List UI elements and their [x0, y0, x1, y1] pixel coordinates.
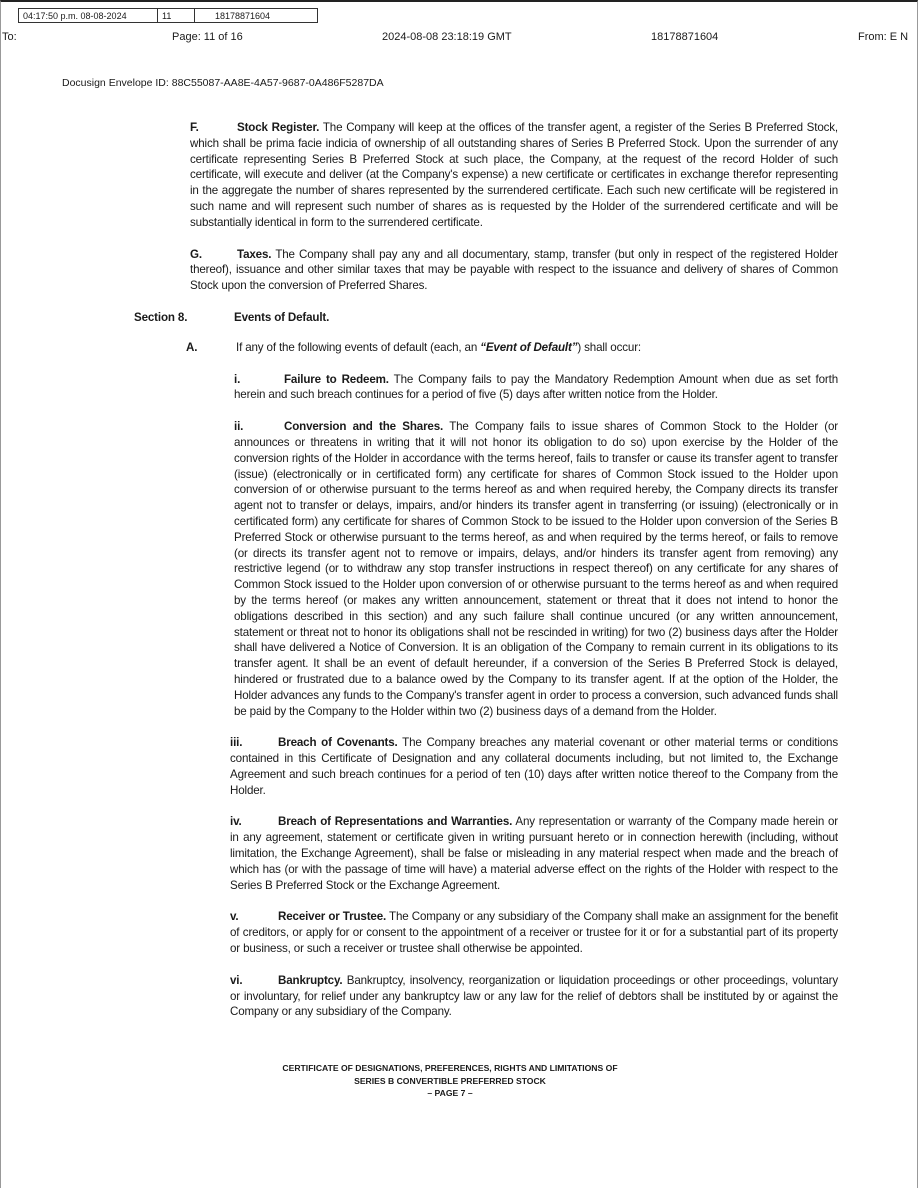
footer-page-number: – PAGE 7 –: [427, 1088, 473, 1098]
item-iv-number: iv.: [230, 815, 242, 829]
fax-stamp-timestamp: 04:17:50 p.m. 08-08-2024: [19, 9, 158, 22]
section-g-text: The Company shall pay any and all documentary, stamp, transfer (but only in respect of the registered Holder thereof), issuance and other similar taxes that may be payable with respect to the issuance and delivery of shares of Common Stock upon the conversion of Preferred Shares.: [190, 247, 838, 293]
fax-stamp: [18, 8, 318, 23]
item-v-number: v.: [230, 910, 239, 924]
fax-stamp-number: 18178871604: [215, 11, 271, 21]
event-of-default-term: “Event of Default”: [480, 340, 578, 354]
item-iii-paragraph: [86, 735, 838, 798]
footer-line-2: SERIES B CONVERTIBLE PREFERRED STOCK: [354, 1075, 546, 1086]
section-g-paragraph: [86, 247, 838, 294]
item-vi-paragraph: [86, 973, 838, 1020]
item-ii-number: ii.: [234, 420, 244, 434]
footer-line-1: CERTIFICATE OF DESIGNATIONS, PREFERENCES, RIGHTS AND LIMITATIONS OF: [282, 1063, 618, 1073]
page-footer: [200, 1062, 700, 1100]
subsection-a-number: A.: [186, 340, 198, 354]
section-f-text: The Company will keep at the offices of the transfer agent, a register of the Series B Preferred Stock, which shall be prima facie indicia of ownership of all outstanding shares of Series B Preferred Stock. Upon the surrender of any certificate representing Series B Preferred Stock at such place, the Company, at the request of the record Holder of such certificate, will execute and deliver (at the Company's expense) a new certificate or certificates in exchange therefor representing in the aggregate the number of shares represented by the surrendered certificate. Each such new certificate will be registered in such name and will represent such number of shares as is requested by the Holder of the surrendered certificate and will be substantially identical in form to the surrendered certificate.: [190, 121, 838, 229]
section-8-title: Events of Default.: [234, 310, 330, 324]
fax-header-time: 2024-08-08 23:18:19 GMT: [382, 31, 512, 43]
item-iii-number: iii.: [230, 736, 243, 750]
document-body: [86, 120, 838, 1036]
fax-stamp-page: 11: [158, 9, 195, 22]
item-iv-text: Any representation or warranty of the Company made herein or in any agreement, statement or certificate given in writing pursuant hereto or in connection herewith (including, without limitation, the Exchange Agreement), shall be false or misleading in any material respect when made and the breach of which has (or with the passage of time will have) a material adverse effect on the rights of the Holder with respect to the Series B Preferred Stock or the Exchange Agreement.: [230, 815, 838, 892]
item-vi-text: Bankruptcy, insolvency, reorganization or liquidation proceedings or other proceedings, voluntary or involuntary, for relief under any bankruptcy law or any law for the relief of debtors shall be instituted by or against the Company or any subsidiary of the Company.: [230, 973, 838, 1019]
fax-header: [0, 31, 918, 47]
item-iii-heading: Breach of Covenants.: [278, 736, 398, 750]
section-f-heading: Stock Register.: [237, 121, 320, 134]
item-ii-paragraph: [86, 419, 838, 719]
item-v-paragraph: [86, 909, 838, 956]
item-vi-heading: Bankruptcy.: [278, 973, 343, 987]
item-i-number: i.: [234, 372, 241, 386]
section-g-number: G.: [190, 247, 202, 261]
section-f-number: F.: [190, 121, 199, 134]
section-8-heading: [86, 310, 838, 326]
item-iii-text: The Company breaches any material covenant or other material terms or conditions contained in this Certificate of Designation and any collateral documents including, but not limited to, the Exchange Agreement and such breach continues for a period of ten (10) days after written notice thereof to the Company from the Holder.: [230, 736, 838, 797]
section-f-paragraph: [86, 120, 838, 231]
item-i-heading: Failure to Redeem.: [284, 372, 389, 386]
fax-header-to: To:: [2, 31, 17, 43]
item-iv-paragraph: [86, 814, 838, 893]
fax-header-from: From: E N: [858, 31, 909, 43]
item-v-text: The Company or any subsidiary of the Company shall make an assignment for the benefit of creditors, or apply for or consent to the appointment of a receiver or trustee for it or for a substantial part of its property or business, or such a receiver or trustee shall otherwise be appointed.: [230, 910, 838, 956]
fax-header-number: 18178871604: [651, 31, 719, 43]
item-ii-heading: Conversion and the Shares.: [284, 420, 444, 434]
item-i-paragraph: [86, 372, 838, 404]
section-g-heading: Taxes.: [237, 247, 272, 261]
item-i-text: The Company fails to pay the Mandatory Redemption Amount when due as set forth herein and such breach continues for a period of five (5) days after written notice from the Holder.: [234, 372, 838, 402]
envelope-id: Docusign Envelope ID: 88C55087-AA8E-4A57-9687-0A486F5287DA: [62, 77, 384, 89]
subsection-a-text-after: ) shall occur:: [577, 340, 641, 354]
subsection-a: [86, 340, 838, 356]
section-8-number: Section 8.: [134, 310, 188, 324]
item-iv-heading: Breach of Representations and Warranties.: [278, 815, 513, 829]
item-vi-number: vi.: [230, 973, 243, 987]
fax-header-page: Page: 11 of 16: [172, 31, 243, 43]
item-ii-text: The Company fails to issue shares of Common Stock to the Holder (or announces or threatens in writing that it will not honor its obligation to do so) upon exercise by the Holder of the conversion rights of the Holder in accordance with the terms hereof, fails to transfer or cause its transfer agent to transfer (issue) (electronically or in certificated form) any certificate for shares of Common Stock issued to the Holder upon conversion of or otherwise pursuant to the terms hereof as and when required hereby, the Company directs its transfer agent not to transfer or delays, impairs, and/or hinders its transfer agent in transferring (or issuing) (electronically or in certificated form) any certificate for shares of Common Stock to be issued to the Holder upon conversion of the Series B Preferred Stock or otherwise pursuant to the terms hereof, as and when required by the terms hereof, or fails to remove (or directs its transfer agent not to remove or impairs, delays, and/or hinders its transfer agent from removing) any restrictive legend (or to withdraw any stop transfer instructions in respect thereof) on any certificate for any shares of Common Stock issued to the Holder upon conversion of or otherwise pursuant to the terms hereof as and when required by the terms hereof (or makes any written announcement, statement or threat that it does not intend to honor the obligations described in this section) and any such failure shall continue uncured (or any written announcement, statement or threat not to honor its obligations shall not be rescinded in writing) for two (2) business days after the Holder shall have delivered a Notice of Conversion. It is an obligation of the Company to remain current in its obligations to its transfer agent. It shall be an event of default hereunder, if a conversion of the Series B Preferred Stock is delayed, hindered or frustrated due to a balance owed by the Company to its transfer agent. If at the option of the Holder, the Holder advances any funds to the Company's transfer agent in order to process a conversion, such advanced funds shall be paid by the Company to the Holder within two (2) business days of a demand from the Holder.: [234, 420, 838, 718]
item-v-heading: Receiver or Trustee.: [278, 910, 387, 924]
subsection-a-text-before: If any of the following events of default (each, an: [236, 340, 481, 354]
